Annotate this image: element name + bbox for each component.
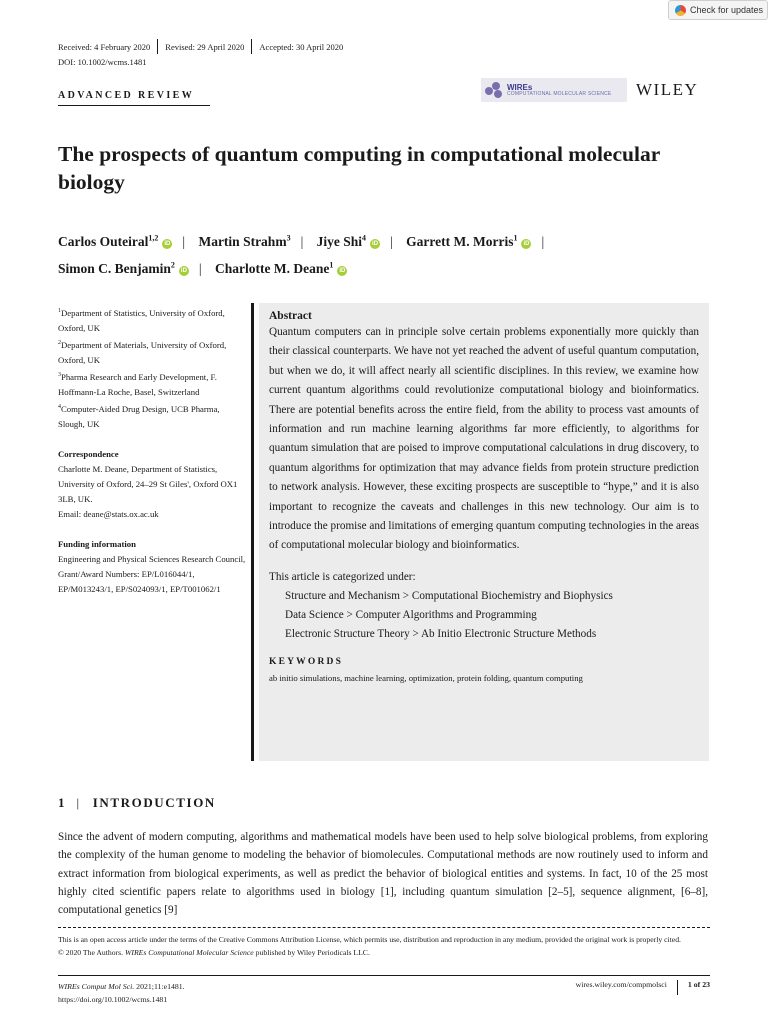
revised-date: Revised: 29 April 2020 [165, 41, 245, 52]
author-separator: | [541, 233, 545, 249]
affiliation: $^4$Computer-Aided Drug Design, UCB Pharma, Slough, UK [58, 403, 220, 429]
abstract-box [259, 303, 709, 761]
categories-intro: This article is categorized under: [269, 570, 416, 583]
author-separator: | [300, 233, 304, 249]
article-type-label: ADVANCED REVIEW [58, 90, 195, 101]
funding-text: Engineering and Physical Sciences Research Council, Grant/Award Numbers: EP/L016044/1, EP/M013243/1, EP/S024093/1, EP/T001062/1 [58, 553, 246, 594]
author-separator: | [182, 233, 186, 249]
orcid-icon[interactable]: iD [164, 240, 171, 247]
author[interactable]: Garrett M. Morris$^1$iD [406, 233, 530, 249]
article-dates [58, 39, 343, 54]
category-item[interactable]: Data Science > Computer Algorithms and Programming [285, 608, 537, 621]
heading-separator: | [76, 795, 81, 810]
journal-logo [481, 78, 627, 102]
correspondence-text: Charlotte M. Deane, Department of Statistics, University of Oxford, 24–29 St Giles', Oxford OX1 3LB, UK. [58, 463, 238, 504]
citation-line: WIREs Comput Mol Sci. 2021;11:e1481. [58, 982, 185, 991]
section-heading-introduction [58, 795, 216, 811]
author-list [58, 226, 718, 281]
doi-link[interactable]: https://doi.org/10.1002/wcms.1481 [58, 995, 168, 1004]
footer-rule [58, 975, 710, 976]
affiliations-column [58, 304, 248, 597]
doi[interactable]: DOI: 10.1002/wcms.1481 [58, 57, 147, 67]
author[interactable]: Simon C. Benjamin$^2$iD [58, 260, 187, 276]
copyright-line: © 2020 The Authors. WIREs Computational Molecular Science published by Wiley Periodicals LLC. [58, 947, 370, 957]
orcid-icon[interactable]: iD [180, 268, 187, 274]
orcid-icon[interactable]: iD [523, 240, 530, 247]
article-title: The prospects of quantum computing in computational molecular biology [58, 142, 660, 194]
received-date: Received: 4 February 2020 [58, 41, 151, 52]
footer-citation [58, 980, 185, 1006]
author[interactable]: Charlotte M. Deane$^1$iD [214, 260, 346, 276]
orcid-icon[interactable]: iD [372, 240, 379, 247]
keywords-heading: KEYWORDS [269, 656, 344, 667]
category-item[interactable]: Structure and Mechanism > Computational Biochemistry and Biophysics [285, 589, 613, 602]
section-title: INTRODUCTION [92, 795, 216, 810]
affiliation: $^2$Department of Materials, University of Oxford, Oxford, UK [58, 339, 227, 365]
section-number: 1 [58, 795, 65, 810]
divider [157, 39, 158, 54]
check-for-updates-label: Check for updates [690, 5, 764, 15]
author[interactable]: Jiye Shi$^4$iD [316, 233, 379, 249]
check-for-updates-button[interactable] [668, 0, 768, 20]
accepted-date: Accepted: 30 April 2020 [259, 41, 344, 52]
author-separator: | [198, 261, 202, 276]
orcid-icon[interactable]: iD [339, 268, 346, 274]
correspondence-email[interactable]: Email: deane@stats.ox.ac.uk [58, 508, 159, 519]
license-text: This is an open access article under the terms of the Creative Commons Attribution License, which permits use, distribution and reproduction in any medium, provided the original work is properly cited. [58, 935, 681, 944]
keywords-list: ab initio simulations, machine learning, optimization, protein folding, quantum computing [269, 672, 583, 683]
section-rule [58, 105, 210, 106]
funding-heading: Funding information [58, 538, 136, 549]
abstract-rule [251, 303, 254, 761]
divider [677, 980, 678, 995]
footnote-rule [58, 927, 710, 928]
introduction-paragraph: Since the advent of modern computing, algorithms and mathematical models have been used to help solve biological problems, from exploring the complexity of the human genome to modeling the behavior of biomolecules. Computational methods are now routinely used to inform and extract information from biological experiments, as well as predict the behavior of biological entities and systems. In fact, 10 of the 25 most highly cited scientific papers relate to algorithms used in biology [1], including quantum simulation [2–5], sequence alignment, [6–8], computational genetics [9] [58, 831, 708, 917]
author[interactable]: Carlos Outeiral$^{1,2}$iD [58, 233, 171, 249]
journal-site-link[interactable]: wires.wiley.com/compmolsci [575, 980, 667, 989]
molecule-logo-icon [485, 82, 503, 98]
correspondence-heading: Correspondence [58, 448, 119, 459]
category-item[interactable]: Electronic Structure Theory > Ab Initio Electronic Structure Methods [285, 627, 597, 640]
author-separator: | [390, 233, 393, 249]
page-number: 1 of 23 [687, 980, 710, 989]
publisher-logo: WILEY [636, 80, 699, 99]
crossmark-icon [675, 5, 686, 16]
journal-logo-subtitle: COMPUTATIONAL MOLECULAR SCIENCE [507, 90, 612, 97]
abstract-body: Quantum computers can in principle solve certain problems exponentially more quickly than their classical counterparts. We have not yet reached the advent of useful quantum computation, but when we do, it will affect nearly all scientific disciplines. In this review, we examine how current quantum algorithms could revolutionize computational biology and bioinformatics. There are potential benefits across the entire field, from the ability to process vast amounts of information and run machine learning algorithms far more efficiently, to algorithms for quantum simulation that are poised to improve computational calculations in drug discovery, to quantum algorithms for optimization that may advance fields from protein structure prediction to network analysis. However, these exciting prospects are susceptible to “hype,” and it is also important to recognize the caveats and challenges in this new technology. Our aim is to introduce the promise and limitations of emerging quantum computing technologies in the areas of computational molecular biology and bioinformatics. [269, 326, 699, 552]
categories-block [269, 568, 699, 644]
affiliation: $^3$Pharma Research and Early Development, F. Hoffmann-La Roche, Basel, Switzerland [58, 371, 217, 397]
journal-logo-title: WIREs [507, 82, 533, 92]
abstract-heading: Abstract [269, 310, 312, 322]
author[interactable]: Martin Strahm$^3$ [198, 233, 291, 249]
footer-right [576, 980, 710, 995]
affiliation: $^1$Department of Statistics, University of Oxford, Oxford, UK [58, 307, 225, 333]
license-footnote [58, 934, 710, 959]
divider [251, 39, 252, 54]
